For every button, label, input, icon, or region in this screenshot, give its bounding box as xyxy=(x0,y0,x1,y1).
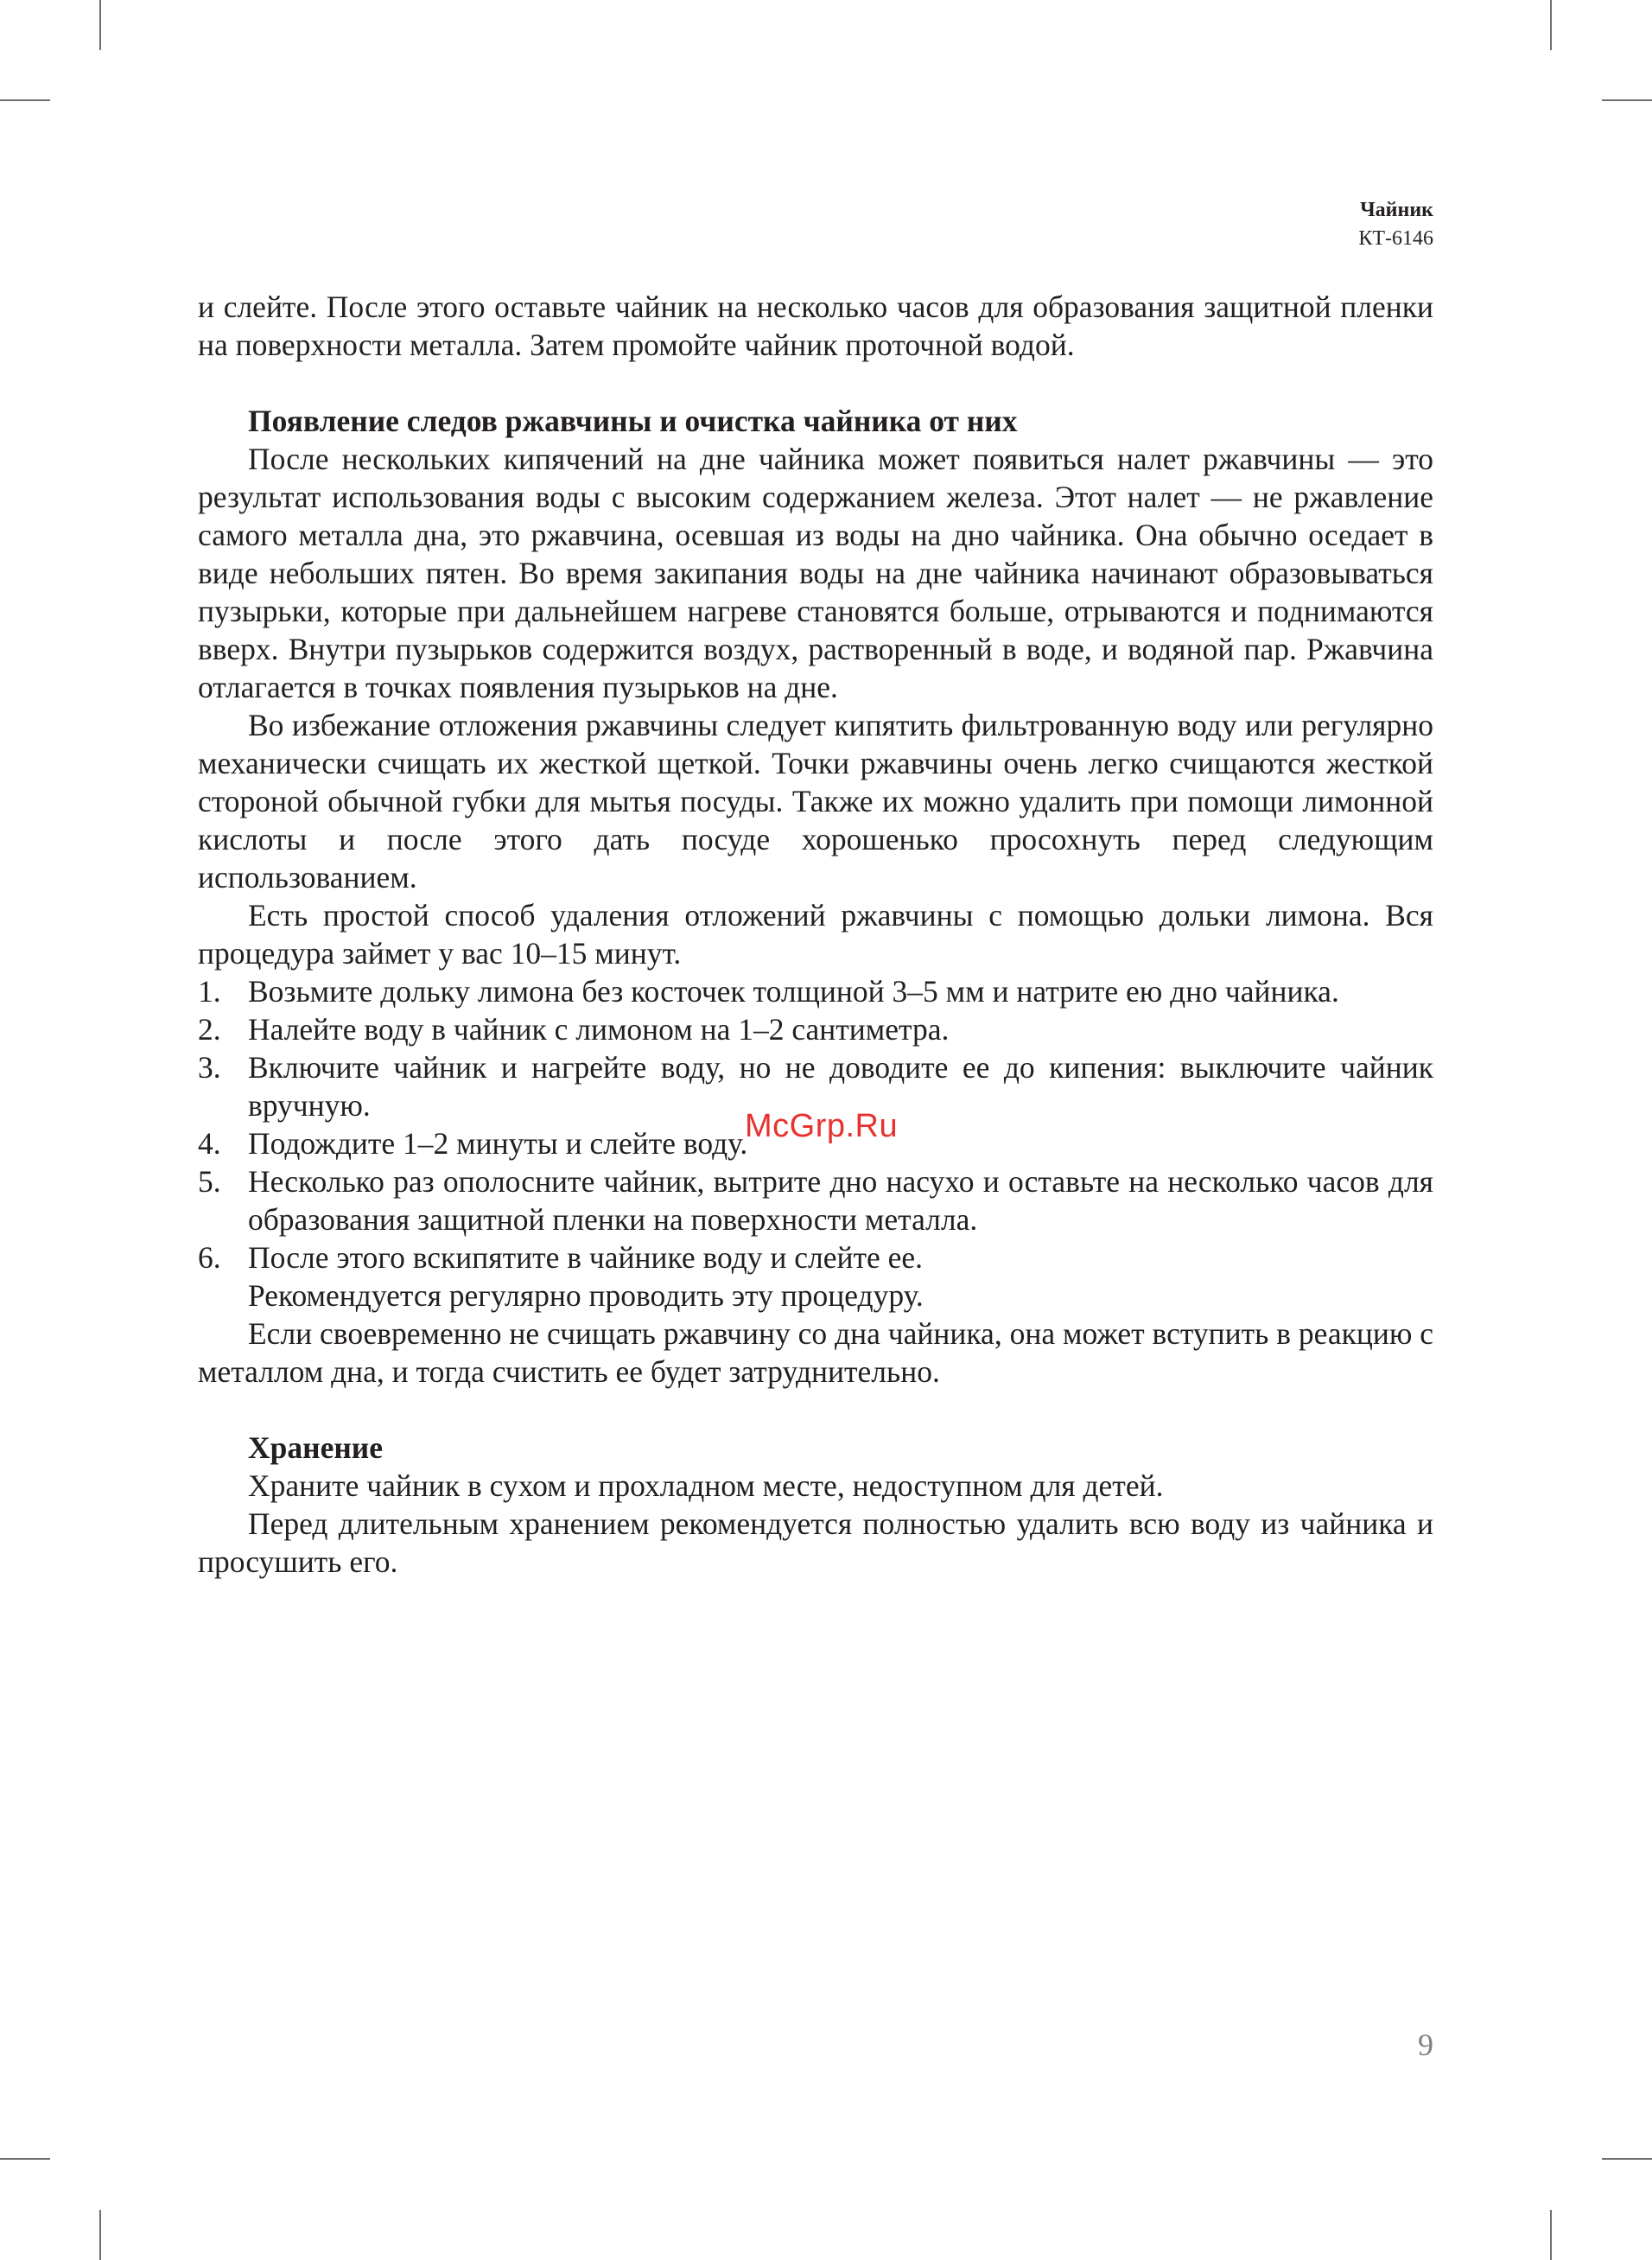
product-title: Чайник xyxy=(1360,199,1433,221)
section-gap xyxy=(198,364,1433,402)
step-number: 5. xyxy=(198,1164,221,1199)
storage-paragraph: Перед длительным хранением рекомендуется полностью удалить всю воду из чайника и просушить его. xyxy=(198,1506,1433,1579)
page-number: 9 xyxy=(1418,2028,1433,2062)
watermark: McGrp.Ru xyxy=(745,1108,899,1144)
rust-note: Рекомендуется регулярно проводить эту процедуру. xyxy=(248,1278,924,1313)
crop-mark xyxy=(0,99,50,101)
step-text: После этого вскипятите в чайнике воду и слейте ее. xyxy=(248,1240,924,1275)
rust-note: Если своевременно не счищать ржавчину со дна чайника, она может вступить в реакцию с металлом дна, и тогда счистить ее будет затруднительно. xyxy=(198,1316,1433,1389)
rust-paragraph: После нескольких кипячений на дне чайника может появиться налет ржавчины — это результат использования воды с высоким содержанием железа. Этот налет — не ржавление самого металла дна, это ржавчина, осевшая из воды на дно чайника. Она обычно оседает в виде небольших пятен. Во время закипания воды на дне чайника начинают образовываться пузырьки, которые при дальнейшем нагреве становятся больше, отрываются и поднимаются вверх. Внутри пузырьков содержится воздух, растворенный в воде, и водяной пар. Ржавчина отлагается в точках появления пузырьков на дне. xyxy=(198,442,1433,704)
list-item xyxy=(198,1238,1433,1276)
page-content xyxy=(198,288,1433,1581)
list-item xyxy=(198,1162,1433,1238)
crop-mark xyxy=(0,2158,50,2160)
model-number: КТ-6146 xyxy=(1358,227,1433,250)
rust-paragraph: Во избежание отложения ржавчины следует кипятить фильтрованную воду или регулярно механически счищать их жесткой щеткой. Точки ржавчины очень легко счищаются жесткой стороной обычной губки для мытья посуды. Также их можно удалить при помощи лимонной кислоты и после этого дать посуде хорошенько просохнуть перед следующим использованием. xyxy=(198,708,1433,894)
crop-mark xyxy=(99,2210,101,2260)
crop-mark xyxy=(1550,2210,1552,2260)
rust-paragraph: Есть простой способ удаления отложений ржавчины с помощью дольки лимона. Вся процедура займет у вас 10–15 минут. xyxy=(198,898,1433,971)
crop-mark xyxy=(1602,2158,1652,2160)
step-number: 1. xyxy=(198,974,221,1009)
step-number: 3. xyxy=(198,1050,221,1085)
section-gap xyxy=(198,1391,1433,1429)
step-text: Включите чайник и нагрейте воду, но не доводите ее до кипения: выключите чайник вручную. xyxy=(248,1050,1433,1123)
crop-mark xyxy=(1602,99,1652,101)
step-text: Несколько раз ополосните чайник, вытрите дно насухо и оставьте на несколько часов для образования защитной пленки на поверхности металла. xyxy=(248,1164,1433,1237)
step-number: 6. xyxy=(198,1240,221,1275)
step-text: Подождите 1–2 минуты и слейте воду. xyxy=(248,1126,748,1161)
step-text: Налейте воду в чайник с лимоном на 1–2 сантиметра. xyxy=(248,1012,950,1047)
storage-section-heading: Хранение xyxy=(248,1430,384,1465)
step-text: Возьмите дольку лимона без косточек толщиной 3–5 мм и натрите ею дно чайника. xyxy=(248,974,1339,1009)
rust-section-heading: Появление следов ржавчины и очистка чайника от них xyxy=(248,404,1018,438)
step-number: 2. xyxy=(198,1012,221,1047)
crop-mark xyxy=(99,0,101,50)
continuation-paragraph: и слейте. После этого оставьте чайник на несколько часов для образования защитной пленки на поверхности металла. Затем промойте чайник проточной водой. xyxy=(198,290,1433,362)
storage-paragraph: Храните чайник в сухом и прохладном месте, недоступном для детей. xyxy=(248,1468,1164,1503)
crop-mark xyxy=(1550,0,1552,50)
step-number: 4. xyxy=(198,1126,221,1161)
running-header xyxy=(1358,196,1433,253)
list-item xyxy=(198,972,1433,1010)
list-item xyxy=(198,1010,1433,1048)
